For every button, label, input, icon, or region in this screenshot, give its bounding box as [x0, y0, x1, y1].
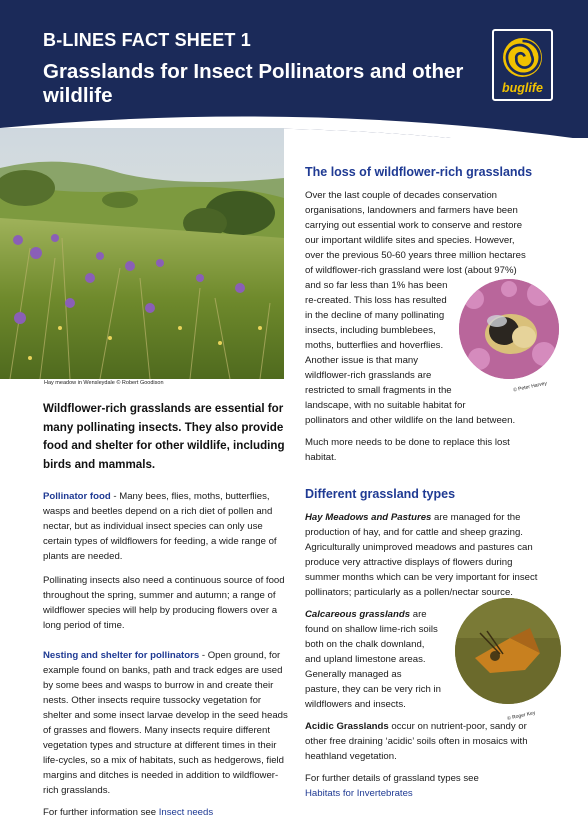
- pollinator-food-paragraph: [43, 489, 289, 564]
- calcareous-line: are: [410, 609, 427, 620]
- hay-meadows-text: are managed for the production of hay, and for cattle and sheep grazing. Agriculturally unimproved meadows and pastures can produce very attractive displays of flowers during summer months which can be very important for insect pollinators; particularly as a pollen/nectar source.: [305, 512, 538, 598]
- bee-photo-credit: © Peter Harvey: [512, 380, 548, 394]
- habitats-link[interactable]: Habitats for Invertebrates: [305, 788, 413, 799]
- further-details-prefix: For further details of grassland types see: [305, 773, 479, 784]
- grassland-types-heading: Different grassland types: [305, 487, 456, 501]
- calcareous-line: wildflowers and insects.: [305, 699, 406, 710]
- nesting-heading: Nesting and shelter for pollinators: [43, 650, 200, 661]
- moth-photo-credit: © Roger Key: [506, 710, 537, 722]
- loss-line: Another issue is that many: [305, 355, 419, 366]
- loss-line: and so far less than 1% has been: [305, 280, 448, 291]
- further-information-line: [43, 805, 289, 820]
- left-column: [43, 400, 289, 820]
- loss-line: pollinators and other wildlife on the land between.: [305, 415, 516, 426]
- skipper-butterfly-photo: [455, 598, 561, 704]
- acidic-text: occur on nutrient-poor, sandy or other free draining ‘acidic’ soils often in mosaics with heathland vegetation.: [305, 721, 528, 762]
- loss-line: our important wildlife sites and species. However,: [305, 235, 515, 246]
- loss-paragraph-2: Much more needs to be done to replace this lost habitat.: [305, 437, 510, 463]
- right-column: [305, 165, 545, 801]
- nesting-paragraph: [43, 648, 289, 798]
- further-info-prefix: For further information see: [43, 807, 159, 818]
- loss-line: of wildflower-rich grassland were lost (about 97%): [305, 265, 517, 276]
- loss-line: Over the last couple of decades conservation: [305, 190, 497, 201]
- loss-line: re-created. This loss has resulted: [305, 295, 447, 306]
- page-title: Grasslands for Insect Pollinators and other wildlife: [43, 60, 464, 107]
- loss-line: in the decline of many pollinating: [305, 310, 445, 321]
- pollinator-food-text: - Many bees, flies, moths, butterflies, wasps and beetles depend on a rich diet of pollen and nectar, but as individual insect species can only use certain types of wildflowers for feeding, a wide range of plants are needed.: [43, 491, 277, 562]
- calcareous-line: both on the chalk downland,: [305, 639, 425, 650]
- acidic-lead: Acidic Grasslands: [305, 721, 389, 732]
- loss-line: insects, including bumblebees,: [305, 325, 436, 336]
- hay-meadows-paragraph: [305, 510, 545, 600]
- loss-line: over the previous 50-60 years three million hectares: [305, 250, 526, 261]
- loss-line: organisations, landowners and farmers have been: [305, 205, 518, 216]
- further-details-line: [305, 771, 545, 801]
- bumblebee-photo: [459, 279, 559, 379]
- acidic-paragraph: [305, 719, 545, 764]
- loss-line: landscape, with no suitable habitat for: [305, 400, 466, 411]
- fact-sheet-kicker: B-LINES FACT SHEET 1: [43, 30, 252, 50]
- hay-meadow-photo: [0, 128, 284, 379]
- photo-caption: Hay meadow in Wensleydale © Robert Goodison: [44, 380, 164, 386]
- calcareous-lead: Calcareous grasslands: [305, 609, 411, 620]
- pollinator-food-heading: Pollinator food: [43, 491, 111, 502]
- calcareous-line: pasture, they can be very rich in: [305, 684, 441, 695]
- calcareous-line: found on shallow lime-rich soils: [305, 624, 438, 635]
- calcareous-line: and upland limestone areas.: [305, 654, 426, 665]
- loss-line: moths, butterflies and hoverflies.: [305, 340, 444, 351]
- pollinating-insects-paragraph: Pollinating insects also need a continuous source of food throughout the spring, summer and autumn; a range of wildflower species will help by producing flowers over a long period of time.: [43, 575, 285, 631]
- hay-meadows-lead: Hay Meadows and Pastures: [305, 512, 432, 523]
- loss-heading: The loss of wildflower-rich grasslands: [305, 165, 533, 179]
- calcareous-line: Generally managed as: [305, 669, 402, 680]
- loss-line: restricted to small fragments in the: [305, 385, 452, 396]
- logo-text: buglife: [502, 81, 543, 95]
- nesting-text: - Open ground, for example found on banks, path and track edges are used by some bees and wasps to burrow in and create their nests. Other insects require tussocky vegetation for shelter and some insect larvae develop in the seed heads of grasses and flowers. Many insects require different vegetation types and structure at different times in their life-cycles, so a mix of habitats, such as hedgerows, field margins and ditches is needed in addition to wildflower-rich grasslands.: [43, 650, 288, 796]
- loss-line: carrying out essential work to conserve and restore: [305, 220, 523, 231]
- intro-paragraph: Wildflower-rich grasslands are essential for many pollinating insects. They also provide food and shelter for other wildlife, including birds and mammals.: [43, 402, 285, 471]
- loss-line: wildflower-rich grasslands are: [305, 370, 432, 381]
- insect-needs-link[interactable]: Insect needs: [158, 807, 214, 818]
